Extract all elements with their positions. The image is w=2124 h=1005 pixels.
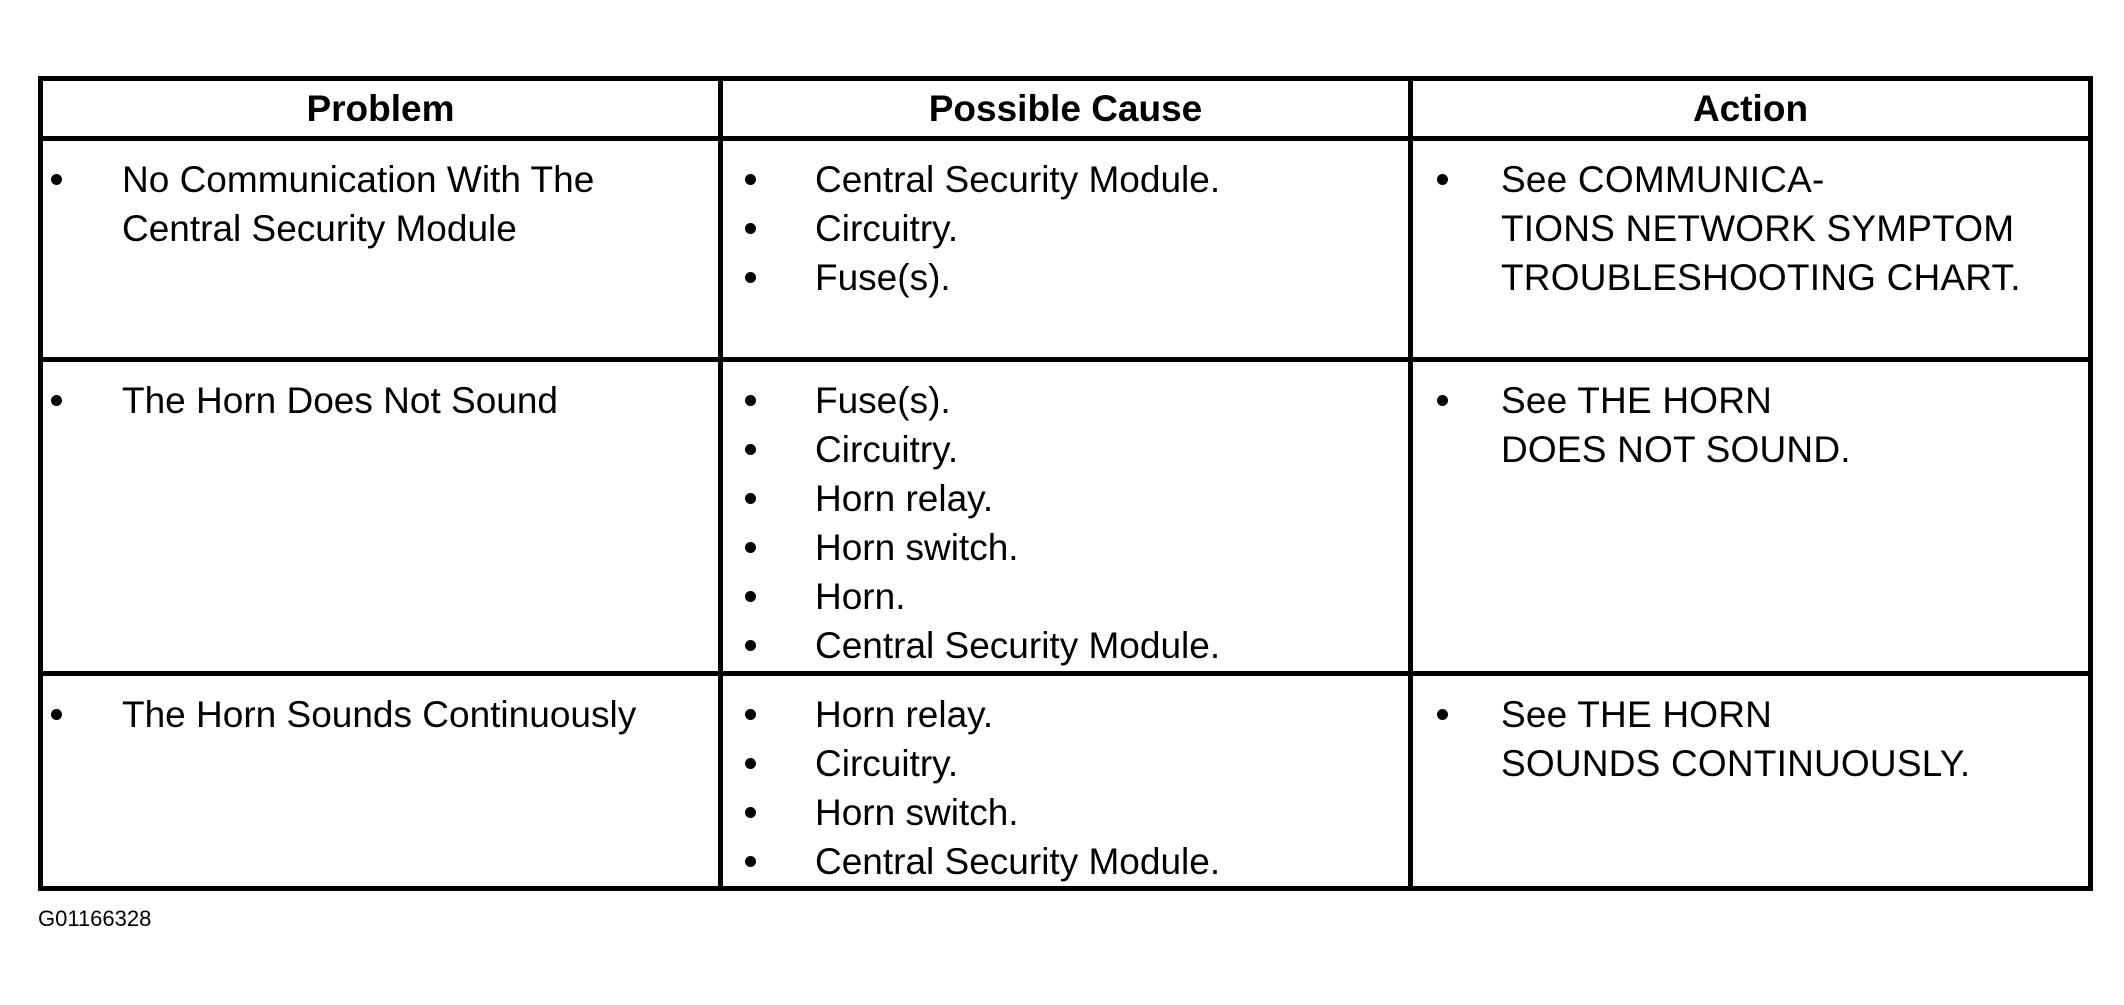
cause-cell bbox=[721, 360, 1411, 674]
bullet-icon bbox=[51, 174, 62, 185]
figure-id-label: G01166328 bbox=[38, 906, 152, 931]
list-item bbox=[43, 376, 718, 425]
action-cell bbox=[1411, 139, 2091, 360]
bullet-icon bbox=[1437, 709, 1448, 720]
bullet-icon bbox=[1437, 395, 1448, 406]
action-text: See THE HORN DOES NOT SOUND. bbox=[1501, 380, 1851, 470]
list-item bbox=[723, 621, 1408, 670]
action-cell bbox=[1411, 674, 2091, 889]
problem-cell bbox=[41, 360, 721, 674]
problem-text: The Horn Sounds Continuously bbox=[122, 694, 637, 735]
bullet-icon bbox=[51, 709, 62, 720]
bullet-icon bbox=[51, 395, 62, 406]
list-item bbox=[723, 837, 1408, 886]
header-row bbox=[41, 79, 2091, 139]
list-item bbox=[723, 204, 1408, 253]
bullet-icon bbox=[1437, 174, 1448, 185]
list-item bbox=[723, 690, 1408, 739]
list-item bbox=[723, 155, 1408, 204]
bullet-icon bbox=[745, 591, 756, 602]
problem-text: The Horn Does Not Sound bbox=[122, 380, 559, 421]
table-row bbox=[41, 360, 2091, 674]
bullet-icon bbox=[745, 856, 756, 867]
problem-cell bbox=[41, 674, 721, 889]
bullet-icon bbox=[745, 444, 756, 455]
action-cell bbox=[1411, 360, 2091, 674]
list-item bbox=[1413, 155, 2088, 302]
cause-text: Horn relay. bbox=[815, 478, 994, 519]
list-item bbox=[723, 474, 1408, 523]
cause-text: Circuitry. bbox=[815, 208, 959, 249]
list-item bbox=[1413, 690, 2088, 788]
bullet-icon bbox=[745, 758, 756, 769]
problem-text: No Communication With The Central Security Module bbox=[122, 159, 595, 249]
cause-cell bbox=[721, 674, 1411, 889]
cause-text: Central Security Module. bbox=[815, 841, 1221, 882]
cause-text: Central Security Module. bbox=[815, 159, 1221, 200]
action-text: See COMMUNICA- TIONS NETWORK SYMPTOM TROUBLESHOOTING CHART. bbox=[1501, 159, 2021, 298]
bullet-icon bbox=[745, 493, 756, 504]
header-problem: Problem bbox=[41, 79, 721, 139]
cause-text: Fuse(s). bbox=[815, 257, 951, 298]
cause-cell bbox=[721, 139, 1411, 360]
bullet-icon bbox=[745, 807, 756, 818]
bullet-icon bbox=[745, 272, 756, 283]
list-item bbox=[723, 425, 1408, 474]
list-item bbox=[723, 523, 1408, 572]
bullet-icon bbox=[745, 640, 756, 651]
table-row bbox=[41, 139, 2091, 360]
header-possible-cause: Possible Cause bbox=[721, 79, 1411, 139]
cause-text: Horn switch. bbox=[815, 527, 1019, 568]
cause-text: Fuse(s). bbox=[815, 380, 951, 421]
cause-text: Horn relay. bbox=[815, 694, 994, 735]
cause-text: Horn switch. bbox=[815, 792, 1019, 833]
list-item bbox=[723, 376, 1408, 425]
action-text: See THE HORN SOUNDS CONTINUOUSLY. bbox=[1501, 694, 1971, 784]
cause-text: Circuitry. bbox=[815, 743, 959, 784]
list-item bbox=[723, 253, 1408, 302]
bullet-icon bbox=[745, 395, 756, 406]
list-item bbox=[723, 788, 1408, 837]
bullet-icon bbox=[745, 542, 756, 553]
symptom-table bbox=[38, 76, 2093, 891]
list-item bbox=[1413, 376, 2088, 474]
cause-text: Central Security Module. bbox=[815, 625, 1221, 666]
list-item bbox=[43, 690, 718, 739]
problem-cell bbox=[41, 139, 721, 360]
cause-text: Circuitry. bbox=[815, 429, 959, 470]
cause-text: Horn. bbox=[815, 576, 906, 617]
header-action: Action bbox=[1411, 79, 2091, 139]
table-row bbox=[41, 674, 2091, 889]
bullet-icon bbox=[745, 709, 756, 720]
list-item bbox=[723, 572, 1408, 621]
list-item bbox=[723, 739, 1408, 788]
bullet-icon bbox=[745, 223, 756, 234]
list-item bbox=[43, 155, 718, 253]
bullet-icon bbox=[745, 174, 756, 185]
